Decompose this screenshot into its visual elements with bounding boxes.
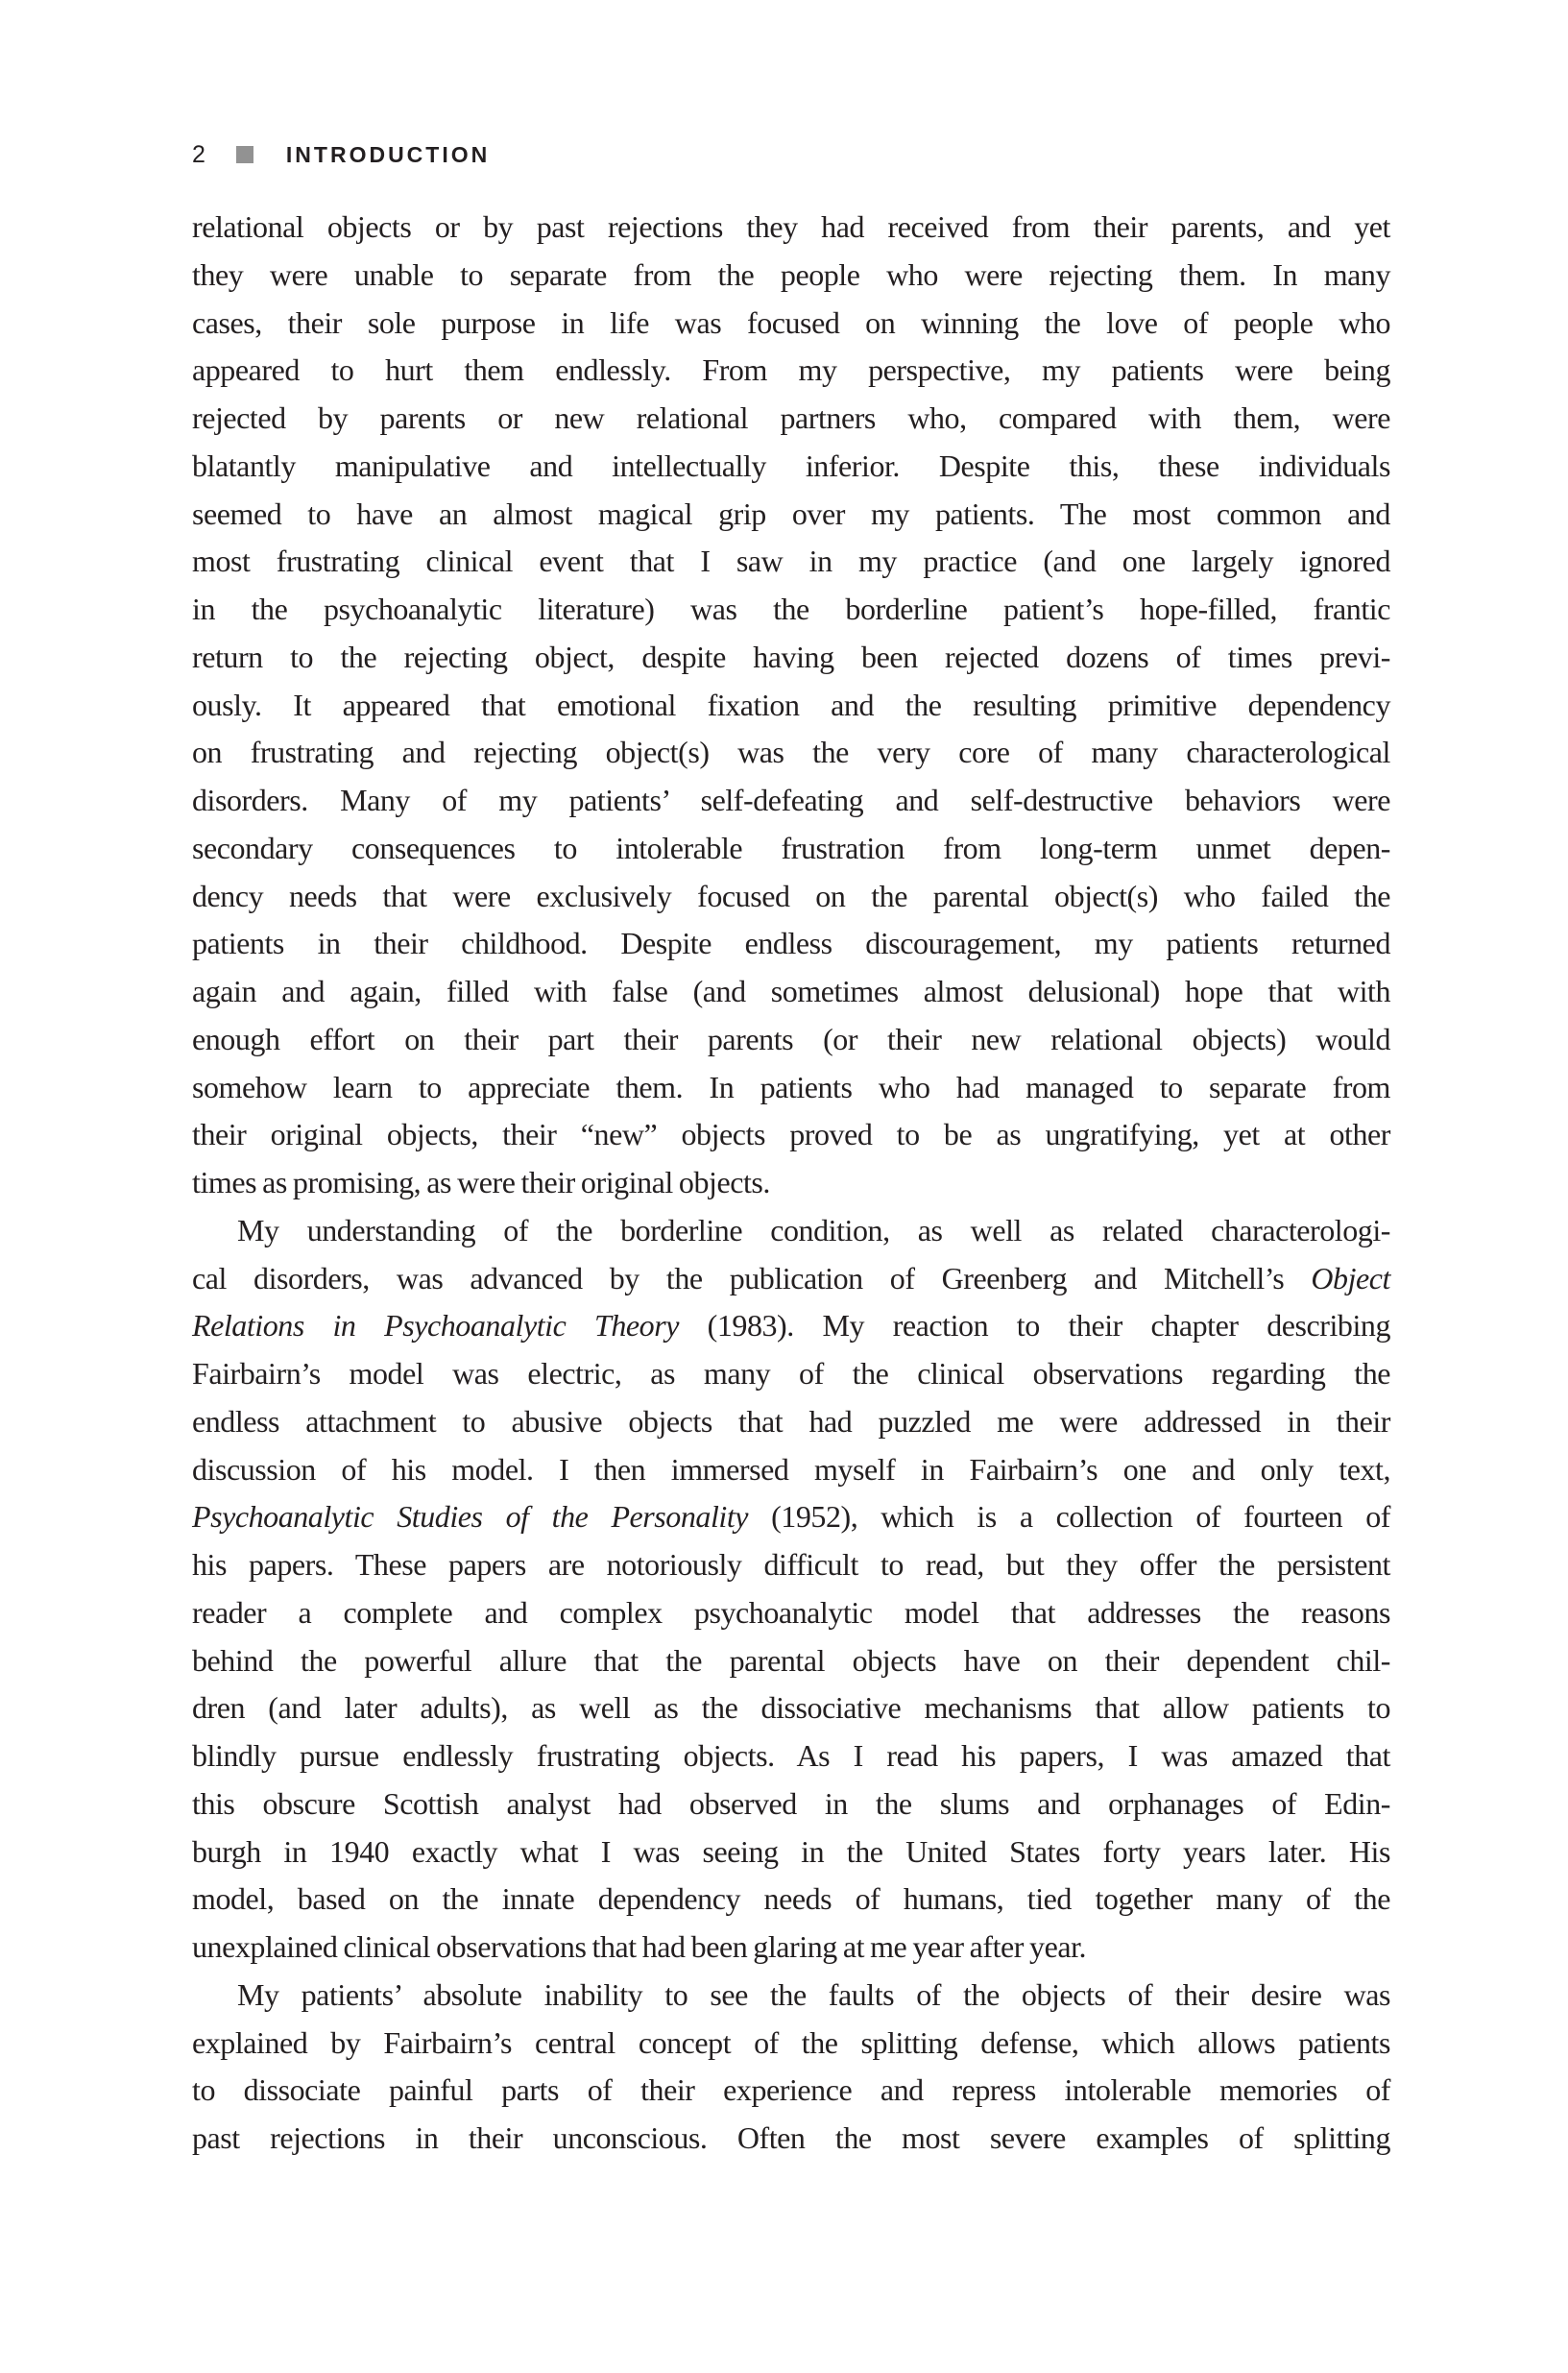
running-head	[192, 140, 490, 169]
separator-square-icon	[236, 146, 253, 163]
text-line: behind the powerful allure that the parental objects have on their dependent chil-	[192, 1642, 1390, 1678]
text-line: reader a complete and complex psychoanalytic model that addresses the reasons	[192, 1594, 1390, 1630]
text-line: dren (and later adults), as well as the dissociative mechanisms that allow patients to	[192, 1690, 1390, 1726]
text-line: on frustrating and rejecting object(s) was the very core of many characterological	[192, 735, 1390, 770]
text-line: past rejections in their unconscious. Often the most severe examples of splitting	[192, 2120, 1390, 2155]
text-line: again and again, filled with false (and sometimes almost delusional) hope that with	[192, 974, 1390, 1008]
text-line: return to the rejecting object, despite having been rejected dozens of times previ-	[192, 639, 1390, 674]
text-line: dency needs that were exclusively focused on the parental object(s) who failed the	[192, 878, 1390, 913]
book-title: Psychoanalytic Studies of the Personality	[192, 1499, 749, 1535]
paragraph	[192, 1972, 1390, 2163]
text-line: blindly pursue endlessly frustrating objects. As I read his papers, I was amazed that	[192, 1738, 1390, 1773]
text-line: endless attachment to abusive objects that had puzzled me were addressed in their	[192, 1403, 1390, 1439]
text-line: somehow learn to appreciate them. In patients who had managed to separate from	[192, 1069, 1390, 1104]
chapter-title: INTRODUCTION	[285, 141, 491, 167]
page-number: 2	[192, 140, 205, 168]
text-line: rejected by parents or new relational partners who, compared with them, were	[192, 400, 1390, 435]
text-line: times as promising, as were their original objects.	[192, 1165, 770, 1199]
text-line: My patients’ absolute inability to see the faults of the objects of their desire was	[237, 1976, 1390, 2012]
body-text	[192, 204, 1390, 2163]
text-line: they were unable to separate from the people who were rejecting them. In many	[192, 256, 1390, 292]
text-line: Relations in Psychoanalytic Theory (1983). My reaction to their chapter describing	[192, 1308, 1390, 1344]
book-title: Relations in Psychoanalytic Theory	[192, 1308, 679, 1344]
text-line: My understanding of the borderline condition, as well as related characterologi-	[237, 1212, 1390, 1247]
text-line: relational objects or by past rejections they had received from their parents, and yet	[192, 209, 1390, 244]
text-line: unexplained clinical observations that had been glaring at me year after year.	[192, 1929, 1087, 1964]
book-title: Object	[1311, 1260, 1390, 1295]
text-line: cal disorders, was advanced by the publication of Greenberg and Mitchell’s Object	[192, 1260, 1390, 1295]
text-line: disorders. Many of my patients’ self-defeating and self-destructive behaviors were	[192, 783, 1390, 817]
text-line: blatantly manipulative and intellectually inferior. Despite this, these individuals	[192, 448, 1390, 483]
text-line: explained by Fairbairn’s central concept of the splitting defense, which allows patients	[192, 2024, 1390, 2060]
text-line: burgh in 1940 exactly what I was seeing in the United States forty years later. His	[192, 1833, 1390, 1869]
text-line: appeared to hurt them endlessly. From my perspective, my patients were being	[192, 352, 1390, 388]
text-line: to dissociate painful parts of their experience and repress intolerable memories of	[192, 2072, 1390, 2108]
text-line: Psychoanalytic Studies of the Personality (1952), which is a collection of fourteen of	[192, 1499, 1391, 1535]
text-line: discussion of his model. I then immersed myself in Fairbairn’s one and only text,	[192, 1451, 1390, 1487]
text-line: enough effort on their part their parents (or their new relational objects) would	[192, 1021, 1390, 1056]
text-line: this obscure Scottish analyst had observed in the slums and orphanages of Edin-	[192, 1785, 1390, 1821]
text-line: ously. It appeared that emotional fixation and the resulting primitive dependency	[192, 687, 1390, 722]
text-line: in the psychoanalytic literature) was the borderline patient’s hope-filled, frantic	[192, 592, 1390, 626]
text-line: most frustrating clinical event that I saw in my practice (and one largely ignored	[192, 544, 1390, 579]
text-line: seemed to have an almost magical grip over my patients. The most common and	[192, 496, 1390, 531]
paragraph	[192, 204, 1390, 1207]
text-line: their original objects, their “new” objects proved to be as ungratifying, yet at other	[192, 1117, 1390, 1152]
paragraph	[192, 1207, 1390, 1972]
text-line: secondary consequences to intolerable frustration from long-term unmet depen-	[192, 830, 1390, 865]
text-line: his papers. These papers are notoriously difficult to read, but they offer the persistent	[192, 1547, 1390, 1582]
text-line: cases, their sole purpose in life was focused on winning the love of people who	[192, 304, 1390, 340]
text-line: model, based on the innate dependency needs of humans, tied together many of the	[192, 1881, 1390, 1917]
text-line: patients in their childhood. Despite endless discouragement, my patients returned	[192, 926, 1390, 961]
text-line: Fairbairn’s model was electric, as many of the clinical observations regarding the	[192, 1356, 1390, 1391]
